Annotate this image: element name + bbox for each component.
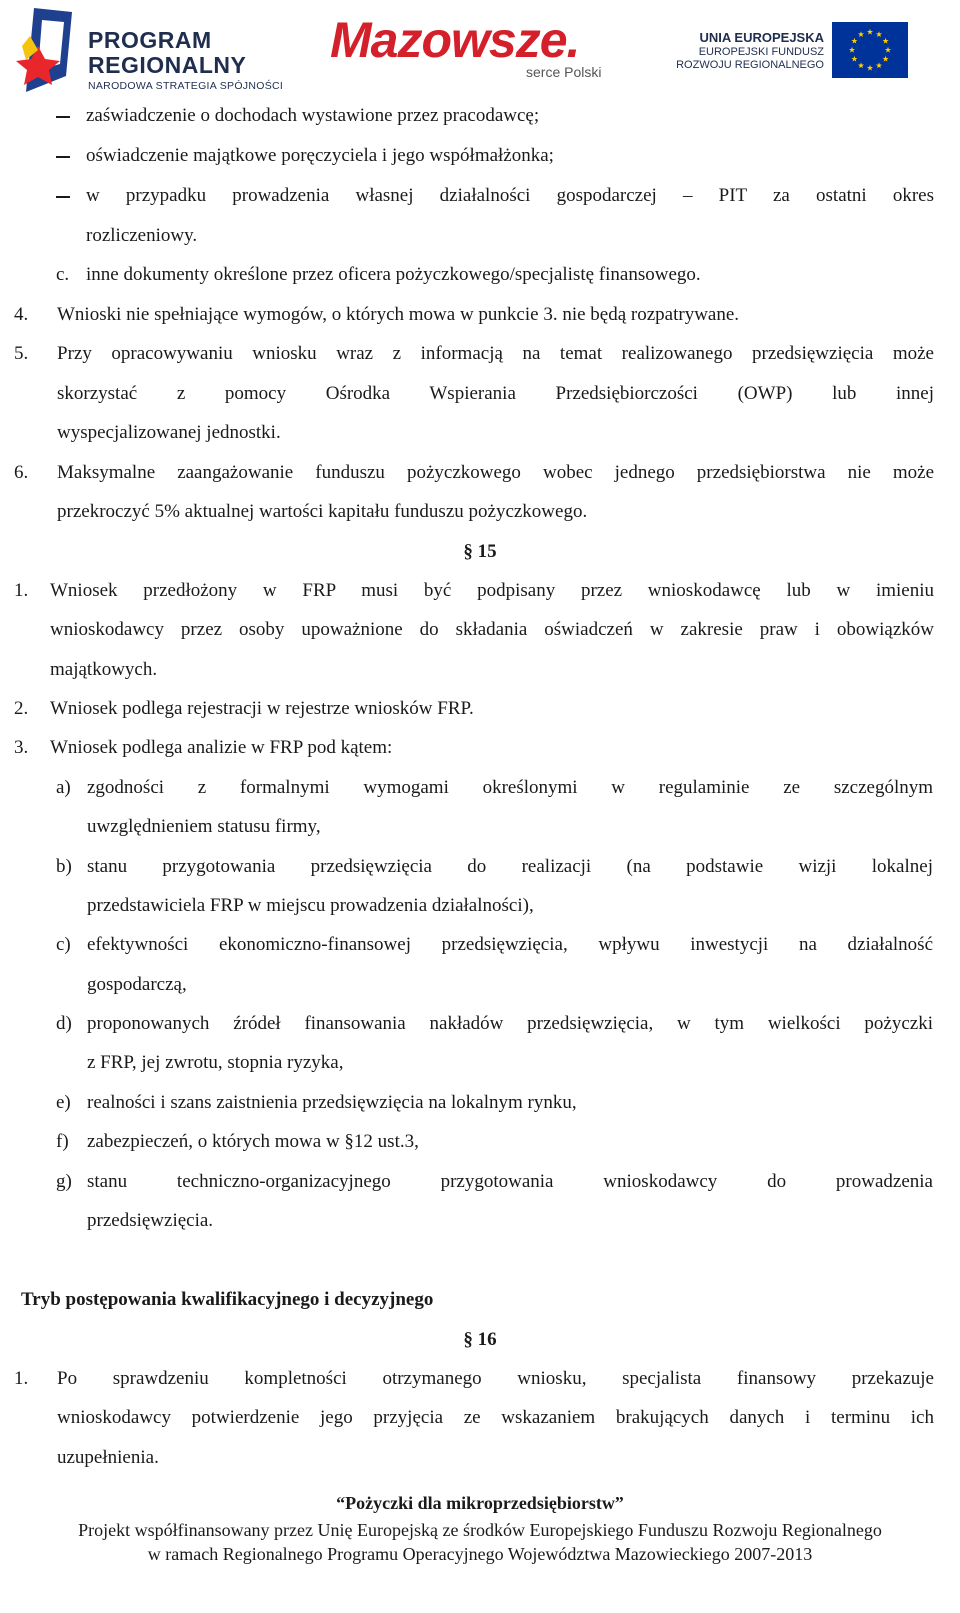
- item-d-line2: z FRP, jej zwrotu, stopnia ryzyka,: [87, 1052, 344, 1073]
- dash-item-1: zaświadczenie o dochodach wystawione przez pracodawcę;: [86, 105, 540, 126]
- program-regionalny-logo: [12, 6, 302, 96]
- item-e-marker: e): [56, 1092, 71, 1113]
- eu-logo: [660, 18, 920, 82]
- dash-bullet: [56, 116, 70, 118]
- item-e-text: realności i szans zaistnienia przedsięwzięcia na lokalnym rynku,: [87, 1092, 577, 1113]
- item-b-marker: b): [56, 856, 72, 877]
- item-c-text: inne dokumenty określone przez oficera pożyczkowego/specjalistę finansowego.: [86, 264, 701, 285]
- point-6-line2: przekroczyć 5% aktualnej wartości kapitału funduszu pożyczkowego.: [57, 501, 588, 522]
- point-6-line1: Maksymalne zaangażowanie funduszu pożyczkowego wobec jednego przedsiębiorstwa nie może: [57, 462, 934, 483]
- s15-point-1-line2: wnioskodawcy przez osoby upoważnione do składania oświadczeń w zakresie praw i obowiązków: [50, 619, 934, 640]
- dash-item-3-line1: w przypadku prowadzenia własnej działalności gospodarczej – PIT za ostatni okres: [86, 185, 934, 206]
- header-logos: [0, 0, 960, 100]
- item-g-line1: stanu techniczno-organizacyjnego przygotowania wnioskodawcy do prowadzenia: [87, 1171, 933, 1192]
- item-b-line2: przedstawiciela FRP w miejscu prowadzenia działalności),: [87, 895, 534, 916]
- footer-line1: Projekt współfinansowany przez Unię Europejską ze środków Europejskiego Funduszu Rozwoju Regionalnego: [78, 1520, 882, 1540]
- s16-point-1-line3: uzupełnienia.: [57, 1447, 159, 1468]
- item-a-line2: uwzględnieniem statusu firmy,: [87, 816, 321, 837]
- item-d-line1: proponowanych źródeł finansowania nakładów przedsięwzięcia, w tym wielkości pożyczki: [87, 1013, 933, 1034]
- item-g-marker: g): [56, 1171, 72, 1192]
- mazowsze-wordmark: Mazowsze.: [330, 12, 580, 68]
- footer-project-title: “Pożyczki dla mikroprzedsiębiorstw”: [336, 1493, 624, 1513]
- s16-point-1-number: 1.: [14, 1368, 29, 1389]
- point-6-number: 6.: [14, 462, 29, 483]
- item-d-marker: d): [56, 1013, 72, 1034]
- s15-point-1-number: 1.: [14, 580, 29, 601]
- item-c-marker: c.: [56, 264, 70, 285]
- mazowsze-logo: [330, 10, 630, 90]
- eu-flag-icon: [832, 22, 908, 78]
- s15-point-1-line3: majątkowych.: [50, 659, 158, 680]
- item-b-line1: stanu przygotowania przedsięwzięcia do realizacji (na podstawie wizji lokalnej: [87, 856, 933, 877]
- item-f-text: zabezpieczeń, o których mowa w §12 ust.3,: [87, 1131, 419, 1152]
- section-15-heading: § 15: [463, 541, 497, 562]
- eu-line1: UNIA EUROPEJSKA: [699, 30, 824, 45]
- point-4-text: Wnioski nie spełniające wymogów, o których mowa w punkcie 3. nie będą rozpatrywane.: [57, 304, 740, 325]
- point-5-number: 5.: [14, 343, 29, 364]
- item-a-marker: a): [56, 777, 71, 798]
- dash-bullet: [56, 196, 70, 198]
- s15-point-2-number: 2.: [14, 698, 29, 719]
- mazowsze-tagline: serce Polski: [526, 64, 602, 80]
- s15-point-1-line1: Wniosek przedłożony w FRP musi być podpisany przez wnioskodawcę lub w imieniu: [50, 580, 934, 601]
- point-5-line3: wyspecjalizowanej jednostki.: [57, 422, 281, 443]
- eu-line2: EUROPEJSKI FUNDUSZ: [698, 46, 824, 58]
- s15-point-3-text: Wniosek podlega analizie w FRP pod kątem:: [50, 737, 393, 758]
- footer-line2: w ramach Regionalnego Programu Operacyjnego Województwa Mazowieckiego 2007-2013: [147, 1544, 813, 1564]
- dash-item-3-line2: rozliczeniowy.: [86, 225, 198, 246]
- program-regionalny-line3: NARODOWA STRATEGIA SPÓJNOŚCI: [88, 80, 284, 92]
- s15-point-2-text: Wniosek podlega rejestracji w rejestrze wniosków FRP.: [50, 698, 474, 719]
- dash-item-2: oświadczenie majątkowe poręczyciela i jego współmałżonka;: [86, 145, 554, 166]
- dash-bullet: [56, 156, 70, 158]
- point-5-line1: Przy opracowywaniu wniosku wraz z informacją na temat realizowanego przedsięwzięcia może: [57, 343, 934, 364]
- s16-point-1-line2: wnioskodawcy potwierdzenie jego przyjęcia ze wskazaniem brakujących danych i terminu ich: [57, 1407, 934, 1428]
- item-c2-line2: gospodarczą,: [87, 974, 187, 995]
- point-4-number: 4.: [14, 304, 29, 325]
- eu-line3: ROZWOJU REGIONALNEGO: [676, 59, 824, 71]
- item-f-marker: f): [56, 1131, 69, 1152]
- item-g-line2: przedsięwzięcia.: [87, 1210, 214, 1231]
- section-16-heading: § 16: [463, 1329, 497, 1350]
- s16-point-1-line1: Po sprawdzeniu kompletności otrzymanego wniosku, specjalista finansowy przekazuje: [57, 1368, 934, 1389]
- program-regionalny-line1: PROGRAM: [88, 27, 212, 53]
- item-c2-line1: efektywności ekonomiczno-finansowej przedsięwzięcia, wpływu inwestycji na działalność: [87, 934, 933, 955]
- item-c2-marker: c): [56, 934, 71, 955]
- s15-point-3-number: 3.: [14, 737, 29, 758]
- point-5-line2: skorzystać z pomocy Ośrodka Wspierania Przedsiębiorczości (OWP) lub innej: [57, 383, 934, 404]
- program-regionalny-line2: REGIONALNY: [88, 52, 247, 78]
- tryb-heading: Tryb postępowania kwalifikacyjnego i decyzyjnego: [21, 1289, 434, 1310]
- program-regionalny-star-icon: [12, 6, 84, 96]
- item-a-line1: zgodności z formalnymi wymogami określonymi w regulaminie ze szczególnym: [87, 777, 933, 798]
